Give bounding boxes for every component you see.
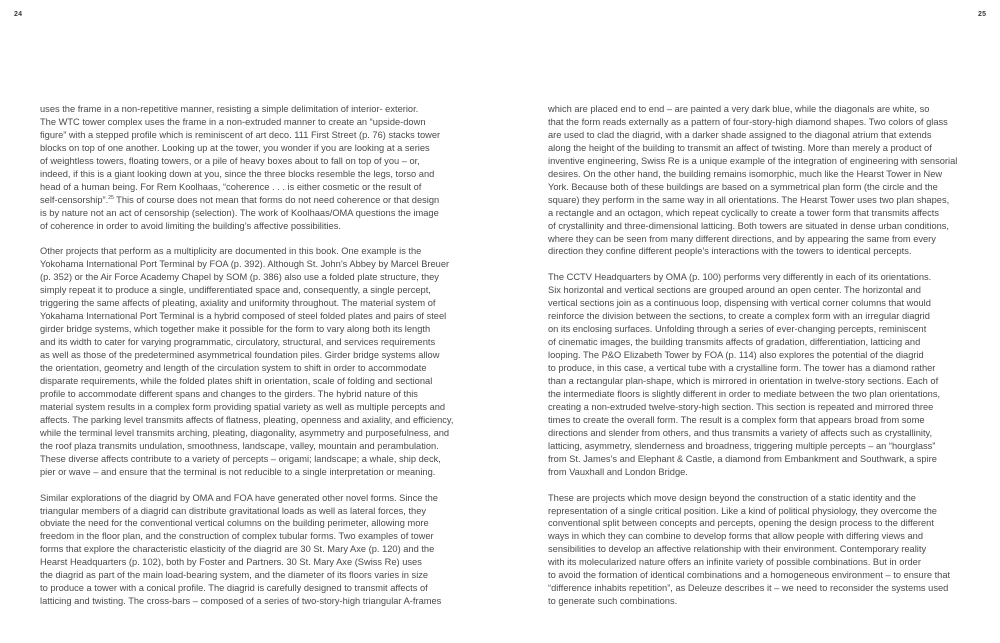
text-line: and its width to cater for varying programmatic, circulatory, structural, and services requirements: [40, 337, 436, 348]
paragraph: [40, 103, 490, 233]
paragraph: [548, 492, 993, 609]
text-line: simply repeat it to produce a single, undifferentiated space and, consequently, a single percept,: [40, 285, 431, 296]
text-line: of cinematic images, the building transmits affects of gradation, differentiation, latticing and: [548, 337, 921, 348]
text-line: “difference inhabits repetition”, as Deleuze describes it – we need to reconsider the systems used: [548, 583, 949, 594]
text-line: forms that explore the characteristic elasticity of the diagrid are 30 St. Mary Axe (p. 120) and the: [40, 544, 435, 555]
text-line: Similar explorations of the diagrid by OMA and FOA have generated other novel forms. Since the: [40, 492, 438, 503]
text-line: creating a non-extruded twelve-story-high section. This section is repeated and mirrored three: [548, 401, 934, 412]
text-line: These are projects which move design beyond the construction of a static identity and the: [548, 492, 916, 503]
text-line: girder bridge systems, which together make it possible for the form to vary along both its length: [40, 324, 431, 335]
text-line: where they can be seen from many different directions, and by appearing the same from every: [548, 233, 936, 244]
text-line: to produce, in this case, a vertical tube with a crystalline form. The tower has a diamond rather: [548, 363, 936, 374]
text-line: of weightless towers, floating towers, or a pile of heavy boxes about to fall on top of you – or,: [40, 155, 420, 166]
text-line: triangular members of a diagrid can distribute gravitational loads as well as lateral forces, they: [40, 505, 427, 516]
text-line: while the terminal level transmits arching, pleating, diagonality, asymmetry and purposefulness, and: [40, 427, 450, 438]
text-line: along the height of the building to transmit an affect of twisting. More than merely a product of: [548, 142, 932, 153]
text-line: are used to clad the diagrid, with a darker shade assigned to the diagonal atrium that extends: [548, 129, 932, 140]
text-line: The CCTV Headquarters by OMA (p. 100) performs very differently in each of its orientations.: [548, 272, 932, 283]
text-line: on its enclosing surfaces. Unfolding through a series of ever-changing percepts, reminiscent: [548, 324, 927, 335]
text-line: of crystallinity and three-dimensional latticing. Both towers are situated in dense urban conditions,: [548, 220, 950, 231]
text-line: from Vauxhall and London Bridge.: [548, 466, 688, 477]
text-line: is by nature not an act of censorship (selection). The work of Koolhaas/OMA questions the image: [40, 207, 439, 218]
text-line: latticing, asymmetry, slenderness and broadness, triggering multiple percepts – an “hourglass”: [548, 440, 936, 451]
text-line: times to create the overall form. The result is a complex form that appears broad from some: [548, 414, 925, 425]
text-line: conventional split between concepts and percepts, opening the design process to the different: [548, 518, 934, 529]
text-line: blocks on top of one another. Looking up at the tower, you wonder if you are looking at a series: [40, 142, 430, 153]
right-text-column: [548, 103, 993, 621]
text-line: affects. The parking level transmits affects of flatness, pleating, openness and axiality, and efficiency,: [40, 414, 454, 425]
text-line: inventive engineering, Swiss Re is a unique example of the integration of engineering with sensorial: [548, 155, 958, 166]
text-line: square) they perform in the same way in all orientations. The Hearst Tower uses two plan shapes,: [548, 194, 950, 205]
footnote-reference[interactable]: 25: [108, 194, 114, 201]
text-line: figure” with a stepped profile which is reminiscent of art deco. 111 First Street (p. 76) stacks tower: [40, 129, 441, 140]
text-line: head of a human being. For Rem Koolhaas, “coherence . . . is either cosmetic or the result of: [40, 181, 422, 192]
text-line: representation of a single critical position. Like a kind of political physiology, they overcome the: [548, 505, 937, 516]
text-fragment: self-censorship”.: [40, 194, 109, 205]
text-line: triggering the same affects of pleating, axiality and uniformity throughout. The material system of: [40, 298, 436, 309]
text-line: of coherence in order to avoid limiting the building’s affective possibilities.: [40, 220, 341, 231]
text-fragment: This of course does not mean that forms do not need coherence or that design: [113, 194, 440, 205]
text-line: indeed, if this is a giant looking down at you, since the three blocks resemble the legs, torso and: [40, 168, 435, 179]
text-line: York. Because both of these buildings are based on a symmetrical plan form (the circle and the: [548, 181, 938, 192]
text-line: Six horizontal and vertical sections are grouped around an open center. The horizontal and: [548, 285, 921, 296]
paragraph: [40, 492, 490, 609]
text-line: Other projects that perform as a multiplicity are documented in this book. One example is the: [40, 246, 422, 257]
text-line: direction they confine different people’s interactions with the towers to identical percepts.: [548, 246, 912, 257]
text-line: to produce a tower with a conical profile. The diagrid is carefully designed to transmit affects of: [40, 583, 428, 594]
text-line: profile to accommodate different spans and changes to the girders. The hybrid nature of this: [40, 388, 418, 399]
text-line: directions and slender from others, and thus transmits a variety of affects such as crystallinity,: [548, 427, 933, 438]
text-line: (p. 352) or the Air Force Academy Chapel by SOM (p. 386) also use a folded plate structure, they: [40, 272, 439, 283]
text-line: disparate requirements, while the folded plates shift in orientation, scale of folding and sectional: [40, 376, 433, 386]
text-line: to avoid the formation of identical combinations and a homogeneous environment – to ensure that: [548, 570, 951, 581]
text-line: material system results in a complex form providing spatial variety as well as multiple percepts and: [40, 401, 446, 412]
text-line: Yokohama International Port Terminal by FOA (p. 392). Although St. John’s Abbey by Marcel Breuer: [40, 259, 450, 270]
text-line: looping. The P&O Elizabeth Tower by FOA (p. 114) also explores the potential of the diagrid: [548, 350, 924, 361]
text-line: obviate the need for the conventional vertical columns on the building perimeter, allowing more: [40, 518, 429, 529]
page-number-right: 25: [978, 11, 987, 18]
paragraph: [40, 245, 490, 478]
text-line: from St. James’s and Elephant & Castle, a diamond from Embankment and Southwark, a spire: [548, 453, 937, 464]
text-line: vertical sections join as a continuous loop, dispensing with vertical corner columns that would: [548, 298, 931, 309]
text-line: desires. On the other hand, the building remains isomorphic, much like the Hearst Tower in New: [548, 168, 943, 179]
left-text-column: [40, 103, 490, 621]
text-line: Hearst Headquarters (p. 102), both by Foster and Partners. 30 St. Mary Axe (Swiss Re) uses: [40, 557, 422, 568]
text-line: the orientation, geometry and length of the circulation system to shift in order to accommodate: [40, 363, 427, 374]
text-line: as well as those of the predetermined asymmetrical foundation piles. Girder bridge systems allow: [40, 350, 440, 361]
text-line: which are placed end to end – are painted a very dark blue, while the diagonals are white, so: [548, 104, 930, 114]
text-line: with its molecularized nature offers an infinite variety of possible combinations. But in order: [548, 557, 921, 568]
text-line: uses the frame in a non-repetitive manner, resisting a simple delimitation of interior- exterior.: [40, 104, 419, 114]
text-line: to generate such combinations.: [548, 596, 678, 607]
text-line: sensibilities to develop an affective relationship with their environment. Contemporary reality: [548, 544, 927, 555]
paragraph: [548, 103, 993, 258]
paragraph: [548, 271, 993, 478]
text-line: freedom in the floor plan, and the construction of complex tubular forms. Two examples of tower: [40, 531, 434, 542]
page-number-left: 24: [14, 11, 23, 18]
text-line: the roof plaza transmits undulation, smoothness, landscape, valley, mountain and perambulation.: [40, 440, 439, 451]
text-line: ways in which they can combine to develop forms that allow people with differing views and: [548, 531, 924, 542]
text-line: a rectangle and an octagon, which repeat cyclically to create a tower form that transmits affects: [548, 207, 940, 218]
text-line: pier or wave – and ensure that the terminal is not reducible to a single interpretation or meaning.: [40, 466, 436, 477]
text-line: than a rectangular plan-shape, which is mirrored in orientation in twelve-story sections. Each of: [548, 376, 939, 386]
text-line: latticing and twisting. The cross-bars – composed of a series of two-story-high triangular A-frames: [40, 596, 442, 607]
text-line: Yokahama International Port Terminal is a hybrid composed of steel folded plates and pairs of steel: [40, 311, 447, 322]
right-page: [500, 0, 1000, 643]
text-line: the diagrid as part of the main load-bearing system, and the diameter of its floors varies in size: [40, 570, 429, 581]
text-line: reinforce the division between the sections, to create a complex form with an irregular diagrid: [548, 311, 930, 322]
text-line: the intermediate floors is slightly different in order to mediate between the two plan orientations,: [548, 388, 941, 399]
text-line: These diverse affects contribute to a variety of percepts – origami; landscape; a whale, ship deck,: [40, 453, 441, 464]
text-line: The WTC tower complex uses the frame in a non-extruded manner to create an “upside-down: [40, 116, 426, 127]
text-line: that the form reads externally as a pattern of four-story-high diamond shapes. Two colors of glass: [548, 116, 948, 127]
text-line-with-footnote: [40, 194, 490, 207]
